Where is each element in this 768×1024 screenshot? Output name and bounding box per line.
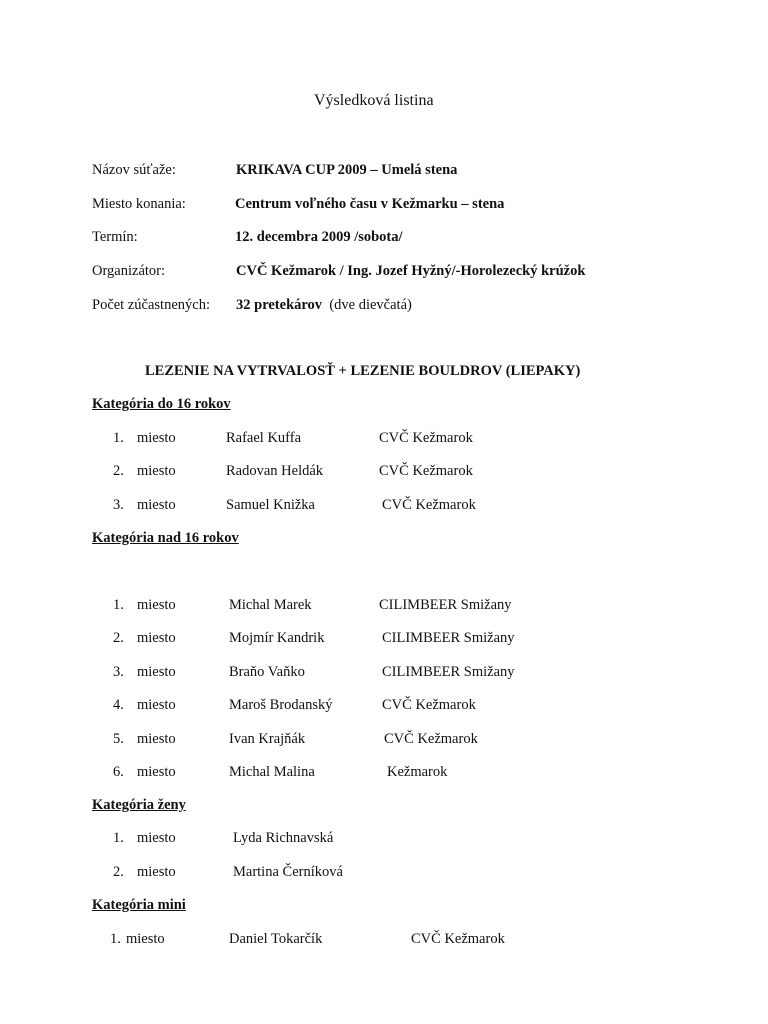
row-number: 1. bbox=[110, 931, 121, 947]
row-place: miesto bbox=[137, 864, 176, 880]
info-label-venue: Miesto konania: bbox=[92, 196, 186, 212]
row-club: CVČ Kežmarok bbox=[411, 931, 505, 947]
row-name: Michal Marek bbox=[229, 597, 312, 613]
info-value-participants-line bbox=[236, 296, 412, 314]
row-number: 5. bbox=[113, 731, 124, 747]
row-name: Michal Malina bbox=[229, 764, 315, 780]
row-number: 2. bbox=[113, 630, 124, 646]
row-club: CVČ Kežmarok bbox=[379, 430, 473, 446]
row-club: CILIMBEER Smižany bbox=[379, 597, 512, 613]
info-label-participants: Počet zúčastnených: bbox=[92, 297, 210, 313]
info-value-participants: 32 pretekárov bbox=[236, 297, 323, 313]
category-title-over16: Kategória nad 16 rokov bbox=[92, 530, 239, 546]
row-name: Daniel Tokarčík bbox=[229, 931, 323, 947]
row-name: Maroš Brodanský bbox=[229, 697, 333, 713]
row-number: 6. bbox=[113, 764, 124, 780]
row-number: 1. bbox=[113, 430, 124, 446]
row-club: CVČ Kežmarok bbox=[382, 697, 476, 713]
row-name: Samuel Knižka bbox=[226, 497, 315, 513]
row-name: Braňo Vaňko bbox=[229, 664, 305, 680]
category-title-mini: Kategória mini bbox=[92, 897, 186, 913]
row-place: miesto bbox=[137, 731, 176, 747]
row-place: miesto bbox=[137, 697, 176, 713]
row-club: CVČ Kežmarok bbox=[379, 463, 473, 479]
row-place: miesto bbox=[137, 597, 176, 613]
info-label-date: Termín: bbox=[92, 229, 138, 245]
row-place: miesto bbox=[126, 931, 165, 947]
row-club: CILIMBEER Smižany bbox=[382, 630, 515, 646]
row-club: CVČ Kežmarok bbox=[384, 731, 478, 747]
info-value-date: 12. decembra 2009 /sobota/ bbox=[235, 229, 403, 245]
row-place: miesto bbox=[137, 463, 176, 479]
row-number: 4. bbox=[113, 697, 124, 713]
row-place: miesto bbox=[137, 497, 176, 513]
row-name: Mojmír Kandrik bbox=[229, 630, 325, 646]
info-note-participants: (dve dievčatá) bbox=[329, 297, 412, 313]
section-heading: LEZENIE NA VYTRVALOSŤ + LEZENIE BOULDROV (LIEPAKY) bbox=[145, 363, 581, 379]
row-number: 3. bbox=[113, 664, 124, 680]
category-title-women: Kategória ženy bbox=[92, 797, 186, 813]
info-label-competition: Názov súťaže: bbox=[92, 162, 176, 178]
row-name: Ivan Krajňák bbox=[229, 731, 306, 747]
row-place: miesto bbox=[137, 830, 176, 846]
info-value-organizer: CVČ Kežmarok / Ing. Jozef Hyžný/-Horolezecký krúžok bbox=[236, 263, 586, 279]
row-number: 3. bbox=[113, 497, 124, 513]
row-club: Kežmarok bbox=[387, 764, 448, 780]
row-number: 2. bbox=[113, 864, 124, 880]
row-name: Lyda Richnavská bbox=[233, 830, 334, 846]
row-name: Rafael Kuffa bbox=[226, 430, 302, 446]
row-club: CILIMBEER Smižany bbox=[382, 664, 515, 680]
row-place: miesto bbox=[137, 664, 176, 680]
row-club: CVČ Kežmarok bbox=[382, 497, 476, 513]
row-number: 2. bbox=[113, 463, 124, 479]
row-name: Martina Černíková bbox=[233, 864, 343, 880]
row-place: miesto bbox=[137, 430, 176, 446]
info-value-venue: Centrum voľného času v Kežmarku – stena bbox=[235, 196, 505, 212]
category-title-under16: Kategória do 16 rokov bbox=[92, 396, 231, 412]
row-place: miesto bbox=[137, 764, 176, 780]
info-label-organizer: Organizátor: bbox=[92, 263, 166, 279]
row-name: Radovan Heldák bbox=[226, 463, 324, 479]
row-place: miesto bbox=[137, 630, 176, 646]
document-title: Výsledková listina bbox=[314, 92, 434, 109]
info-value-competition: KRIKAVA CUP 2009 – Umelá stena bbox=[236, 162, 458, 178]
row-number: 1. bbox=[113, 597, 124, 613]
row-number: 1. bbox=[113, 830, 124, 846]
